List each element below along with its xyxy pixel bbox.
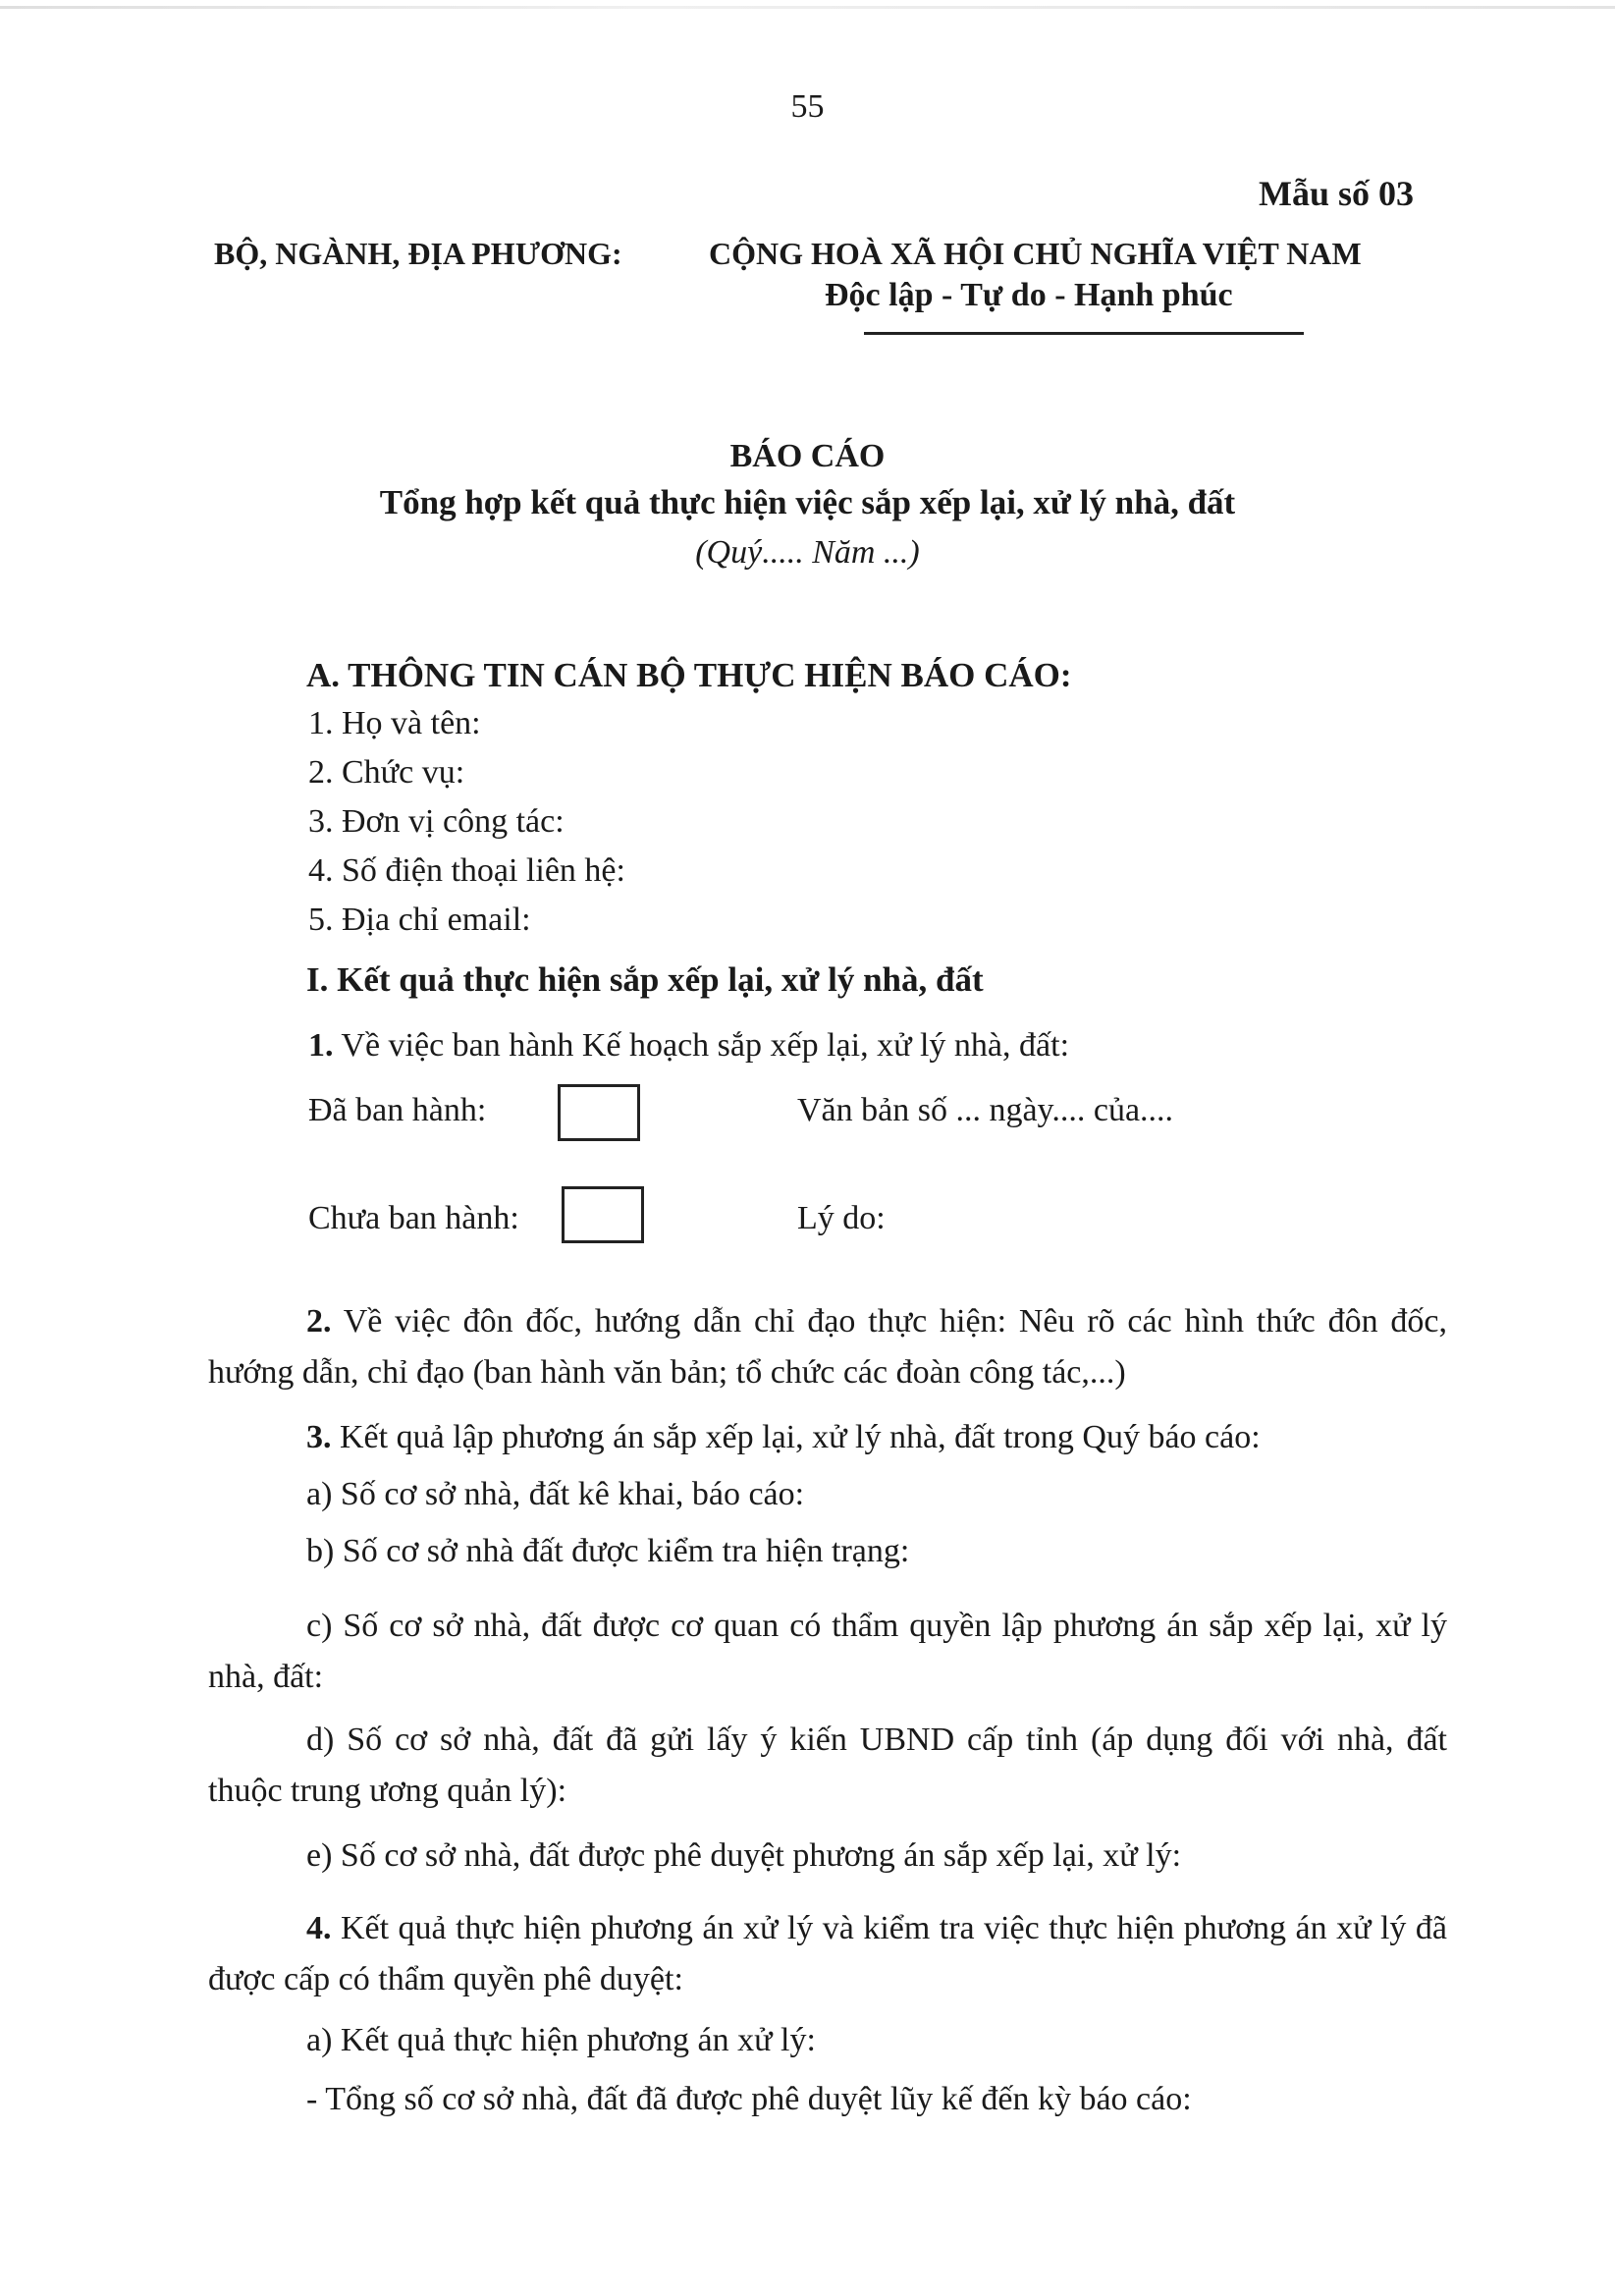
not-issued-checkbox[interactable] [562,1186,644,1243]
issued-detail: Văn bản số ... ngày.... của.... [797,1092,1174,1128]
issued-label: Đã ban hành: [308,1092,487,1128]
page-number: 55 [790,88,825,125]
item-3-e: e) Số cơ sở nhà, đất được phê duyệt phương án sắp xếp lại, xử lý: [306,1837,1182,1874]
item-1-text: Về việc ban hành Kế hoạch sắp xếp lại, xử lý nhà, đất: [333,1027,1070,1064]
item-4-number: 4. [306,1910,332,1946]
report-title: BÁO CÁO [729,438,886,474]
motto-underline [864,332,1304,335]
item-3-b: b) Số cơ sở nhà đất được kiểm tra hiện trạng: [306,1533,910,1569]
scan-edge [0,6,1615,9]
item-3 [208,1412,1447,1463]
motto: Độc lập - Tự do - Hạnh phúc [825,277,1233,313]
ministry-label: BỘ, NGÀNH, ĐỊA PHƯƠNG: [214,236,622,271]
item-3-c: c) Số cơ sở nhà, đất được cơ quan có thẩm quyền lập phương án sắp xếp lại, xử lý nhà, đất: [208,1608,1447,1695]
republic-title: CỘNG HOÀ XÃ HỘI CHỦ NGHĨA VIỆT NAM [709,236,1362,271]
not-issued-detail: Lý do: [797,1200,886,1236]
item-1 [308,1027,1069,1065]
section-a-heading: A. THÔNG TIN CÁN BỘ THỰC HIỆN BÁO CÁO: [306,656,1072,694]
report-subtitle: Tổng hợp kết quả thực hiện việc sắp xếp lại, xử lý nhà, đất [379,483,1236,521]
item-3-text: Kết quả lập phương án sắp xếp lại, xử lý nhà, đất trong Quý báo cáo: [331,1419,1261,1455]
item-1-number: 1. [308,1027,334,1064]
field-position: 2. Chức vụ: [308,754,465,791]
section-i-heading: I. Kết quả thực hiện sắp xếp lại, xử lý nhà, đất [306,960,984,999]
field-email: 5. Địa chỉ email: [308,902,531,938]
item-2-text: Về việc đôn đốc, hướng dẫn chỉ đạo thực hiện: Nêu rõ các hình thức đôn đốc, hướng dẫn, chỉ đạo (ban hành văn bản; tổ chức các đoàn công tác,...) [208,1303,1447,1391]
item-2 [208,1296,1447,1398]
form-code: Mẫu số 03 [1259,174,1415,213]
field-phone: 4. Số điện thoại liên hệ: [308,852,625,889]
item-4-text: Kết quả thực hiện phương án xử lý và kiểm tra việc thực hiện phương án xử lý đã được cấp có thẩm quyền phê duyệt: [208,1910,1447,1997]
item-4 [208,1903,1447,2005]
field-work-unit: 3. Đơn vị công tác: [308,803,565,840]
item-2-number: 2. [306,1303,332,1339]
issued-checkbox[interactable] [558,1084,640,1141]
item-3-a: a) Số cơ sở nhà, đất kê khai, báo cáo: [306,1476,805,1512]
item-4-bullet: - Tổng số cơ sở nhà, đất đã được phê duyệt lũy kế đến kỳ báo cáo: [306,2081,1192,2117]
item-3-d: d) Số cơ sở nhà, đất đã gửi lấy ý kiến UBND cấp tỉnh (áp dụng đối với nhà, đất thuộc trung ương quản lý): [208,1722,1447,1809]
item-4-a: a) Kết quả thực hiện phương án xử lý: [306,2022,816,2058]
item-3-number: 3. [306,1419,332,1455]
field-full-name: 1. Họ và tên: [308,705,481,741]
report-period: (Quý..... Năm ...) [695,534,920,571]
not-issued-label: Chưa ban hành: [308,1200,519,1236]
